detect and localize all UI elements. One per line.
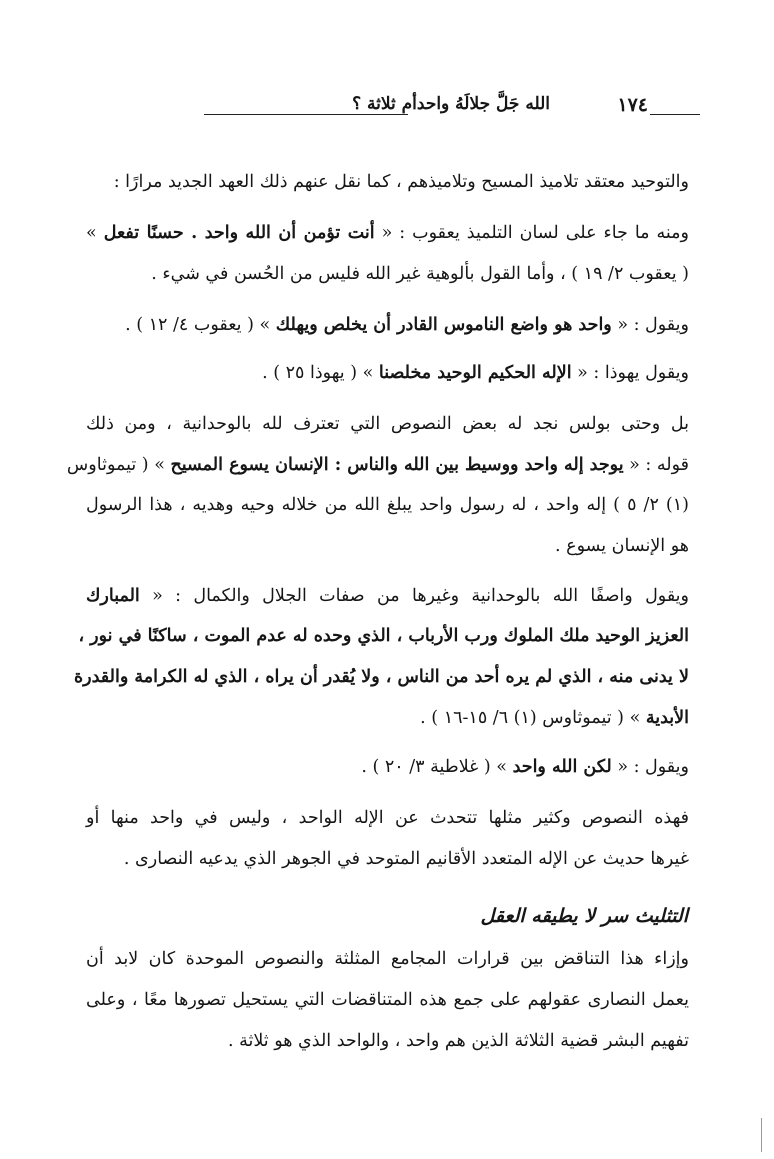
text-run: » ( غلاطية ٣/ ٢٠ ) . xyxy=(361,757,513,777)
paragraph-6-line-4 xyxy=(420,710,689,728)
paragraph-8-line-2: غيرها حديث عن الإله المتعدد الأقانيم المتوحد في الجوهر الذي يدعيه النصارى . xyxy=(123,849,689,869)
text-run: » ( تيموثاوس xyxy=(66,455,171,475)
quote-bold: أنت تؤمن أن الله واحد . حسنًا تفعل xyxy=(103,223,375,243)
quote-bold: المبارك xyxy=(86,586,140,606)
paragraph-5-line-2 xyxy=(66,455,689,475)
quote-bold: الإله الحكيم الوحيد مخلصنا xyxy=(378,363,572,383)
section-heading: التثليث سر لا يطيقه العقل xyxy=(480,905,688,927)
paragraph-3-line-1 xyxy=(125,317,689,335)
paragraph-2-line-1 xyxy=(86,225,689,243)
paragraph-5-line-4: هو الإنسان يسوع . xyxy=(555,536,689,556)
text-run: ومنه ما جاء على لسان التلميذ يعقوب : « xyxy=(374,223,689,243)
paragraph-7-line-1 xyxy=(361,759,689,777)
paragraph-6-line-1 xyxy=(86,588,689,606)
quote-bold: يوجد إله واحد ووسيط بين الله والناس : الإنسان يسوع المسيح xyxy=(170,455,624,475)
quote-bold: واحد هو واضع الناموس القادر أن يخلص ويهلك xyxy=(275,315,612,335)
running-header xyxy=(84,92,700,128)
text-run: ويقول : « xyxy=(611,757,689,777)
paragraph-9-line-2: يعمل النصارى عقولهم على جمع هذه المتناقضات التي يستحيل تصورها معًا ، وعلى xyxy=(86,990,689,1010)
text-run: » ( تيموثاوس (١) ٦/ ١٥-١٦ ) . xyxy=(420,708,646,728)
paragraph-5-line-1: بل وحتى بولس نجد له بعض النصوص التي تعترف لله بالوحدانية ، ومن ذلك xyxy=(86,414,689,434)
text-run: قوله : « xyxy=(623,455,689,475)
text-run: ويقول واصفًا الله بالوحدانية وغيرها من صفات الجلال والكمال : « xyxy=(139,586,689,606)
page-number: ١٧٤ xyxy=(617,94,648,116)
paragraph-5-line-3: (١) ٢/ ٥ ) إله واحد ، له رسول واحد يبلغ الله من خلاله وحيه وهديه ، هذا الرسول xyxy=(86,495,689,515)
paragraph-9-line-1: وإزاء هذا التناقض بين قرارات المجامع المثلثة والنصوص الموحدة كان لابد أن xyxy=(86,949,689,969)
paragraph-2-line-2: ( يعقوب ٢/ ١٩ ) ، وأما القول بألوهية غير الله فليس من الحُسن في شيء . xyxy=(151,264,689,284)
paragraph-6-line-3: لا يدنى منه ، الذي لم يره أحد من الناس ، ولا يُقدر أن يراه ، الذي له الكرامة والقدرة xyxy=(73,667,689,687)
quote-bold: الأبدية xyxy=(645,708,689,728)
paragraph-6-line-2: العزيز الوحيد ملك الملوك ورب الأرباب ، الذي وحده له عدم الموت ، ساكنًا في نور ، xyxy=(78,626,689,646)
running-title: الله جَلَّ جلالَهُ واحدأم ثلاثة ؟ xyxy=(352,94,550,114)
text-run: ويقول يهوذا : « xyxy=(571,363,689,383)
text-run: » xyxy=(86,223,104,243)
text-run: » ( يهوذا ٢٥ ) . xyxy=(262,363,379,383)
text-run: » ( يعقوب ٤/ ١٢ ) . xyxy=(125,315,276,335)
page-edge-mark xyxy=(753,1118,762,1152)
quote-bold: لكن الله واحد xyxy=(512,757,612,777)
text-run: ويقول : « xyxy=(611,315,689,335)
paragraph-8-line-1: فهذه النصوص وكثير مثلها تتحدث عن الإله الواحد ، وليس في واحد منها أو xyxy=(86,808,689,828)
paragraph-9-line-3: تفهيم البشر قضية الثلاثة الذين هم واحد ، والواحد الذي هو ثلاثة . xyxy=(227,1031,689,1051)
paragraph-1-line-1: والتوحيد معتقد تلاميذ المسيح وتلاميذهم ، كما نقل عنهم ذلك العهد الجديد مرارًا : xyxy=(113,172,689,192)
header-rule xyxy=(204,114,408,115)
header-rule-short xyxy=(650,114,700,115)
paragraph-4-line-1 xyxy=(262,365,689,383)
